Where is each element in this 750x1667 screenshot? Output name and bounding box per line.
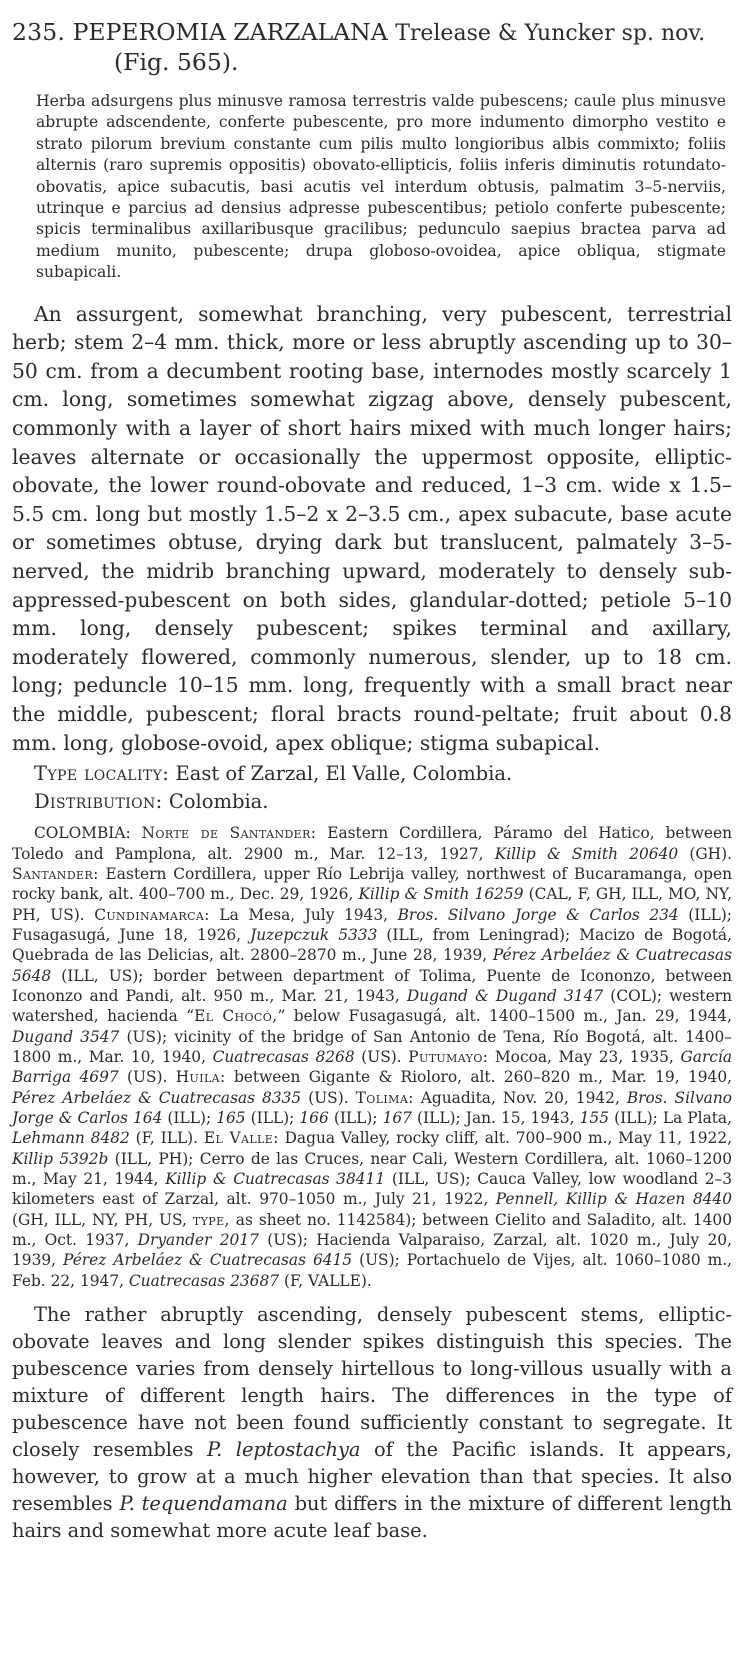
english-description: An assurgent, somewhat branching, very pubescent, terrestrial herb; stem 2–4 mm. thick, more or less abruptly ascending up to 30–50 cm. from a decumbent rooting base, internodes mostly scarcely 1 cm. long, sometimes somewhat zigzag above, densely pubescent, commonly with a layer of short hairs mixed with much longer hairs; leaves alternate or occasionally the uppermost opposite, elliptic-obovate, the lower round-obovate and reduced, 1–3 cm. wide x 1.5–5.5 cm. long but mostly 1.5–2 x 2–3.5 cm., apex subacute, base acute or sometimes obtuse, drying dark but translucent, palmately 3–5-nerved, the midrib branching upward, moderately to densely sub-appressed-pubescent on both sides, glandular-dotted; petiole 5–10 mm. long, densely pubescent; spikes terminal and axillary, moderately flowered, commonly numerous, slender, up to 18 cm. long; peduncle 10–15 mm. long, frequently with a small bract near the middle, pubescent; floral bracts round-peltate; fruit about 0.8 mm. long, globose-ovoid, apex oblique; stigma subapical. bbox=[12, 301, 732, 755]
latin-description: Herba adsurgens plus minusve ramosa terrestris valde pubescens; caule plus minusve abrupte adscendente, conferte pubescente, pro more indumento dimorpho vestito e strato pilorum brevium constante cum pilis multo longioribus albis commixto; foliis alternis (raro supremis oppositis) obovato-ellipticis, foliis inferis diminutis rotundato-obovatis, apice subacutis, basi acutis vel interdum obtusis, palmatim 3–5-nerviis, utrinque e parcius ad densius adpresse pubescentibus; petiolo conferte pubescente; spicis terminalibus axillaribusque gracilibus; pedunculo saepius bractea parva ad medium munito, pubescente; drupa globoso-ovoidea, apice obliqua, stigmate subapicali. bbox=[36, 92, 726, 282]
type-locality-value: East of Zarzal, El Valle, Colombia. bbox=[175, 762, 513, 786]
specimen-citation-segment: Pennell, Killip & Hazen 8440 bbox=[495, 1190, 732, 1209]
specimen-citation-segment: Dugand 3547 bbox=[12, 1027, 120, 1046]
specimen-citation-segment: (US). bbox=[118, 1068, 176, 1087]
specimen-citation-segment: (GH). bbox=[678, 844, 732, 863]
species-number: 235. bbox=[12, 18, 66, 46]
specimen-citation-segment: Lehmann 8482 bbox=[12, 1129, 130, 1148]
specimen-citation-segment: 167 bbox=[382, 1108, 412, 1127]
specimen-citation-segment: Norte de Santander: bbox=[141, 824, 317, 843]
figure-reference: (Fig. 565). bbox=[114, 48, 239, 76]
specimen-citation-segment: Killip 5392b bbox=[12, 1149, 109, 1168]
specimen-citation-segment: (GH, ILL, NY, PH, US, bbox=[12, 1210, 193, 1229]
specimen-citation-segment: Eastern Cordillera, Páramo del Hatico, between Toledo and Pamplona, alt. 2900 m., Mar. 12–13, 1927, bbox=[12, 824, 732, 863]
specimen-citation-segment: (ILL, from Leningrad); Macizo de Bogotá, Quebrada de las Delicias, alt. 2800–2870 m., June 28, 1939, bbox=[12, 925, 732, 965]
specimen-citation-segment: Pérez Arbeláez & Cuatrecasas 6415 bbox=[63, 1251, 353, 1270]
specimen-citation-segment: Aguadita, Nov. 20, 1942, bbox=[413, 1088, 627, 1107]
specimen-citation-segment: Santander: bbox=[12, 864, 99, 883]
specimen-citation-segment: García Barriga 4697 bbox=[12, 1047, 733, 1087]
specimen-citation-segment: Bros. Silvano Jorge & Carlos 164 bbox=[12, 1088, 732, 1127]
specimen-citation-segment: Killip & Smith 16259 bbox=[358, 885, 524, 904]
specimen-citation-segment: ” below Fusagasugá, alt. 1400–1500 m., Jan. 29, 1944, bbox=[277, 1007, 732, 1026]
discussion-segment: The rather abruptly ascending, densely pubescent stems, elliptic-obovate leaves and long slender spikes distinguish this species. The pubescence varies from densely hirtellous to long-villous usually with a mixture of different length hairs. The differences in the type of pubescence have not been found sufficiently constant to segregate. It closely resembles bbox=[12, 1303, 732, 1462]
specimen-citation-segment: 155 bbox=[579, 1108, 610, 1127]
specimen-citation-segment: (US). bbox=[301, 1088, 356, 1107]
specimen-citations bbox=[12, 823, 732, 1291]
specimen-citation-segment: Bros. Silvano Jorge & Carlos 234 bbox=[397, 905, 679, 924]
specimen-citation-segment: Cundinamarca: bbox=[94, 905, 210, 924]
specimen-citation-segment: Pérez Arbeláez & Cuatrecasas 8335 bbox=[12, 1088, 302, 1107]
specimen-citation-segment: as sheet no. 1142584); between Cielito and Saladito, alt. 1400 m., Oct. 1937, bbox=[12, 1210, 732, 1250]
specimen-citation-segment: (ILL); Fusagasugá, June 18, 1926, bbox=[12, 905, 732, 944]
distribution-value: Colombia. bbox=[168, 790, 269, 814]
specimen-citation-segment: Killip & Cuatrecasas 38411 bbox=[165, 1170, 386, 1188]
specimen-citation-segment: Dagua Valley, rocky cliff, alt. 700–900 m., May 11, 1922, bbox=[278, 1129, 732, 1148]
specimen-citation-segment: 166 bbox=[299, 1108, 329, 1127]
discussion-paragraph bbox=[12, 1301, 732, 1544]
specimen-citation-segment: La Mesa, July 1943, bbox=[209, 905, 398, 924]
specimen-citation-segment: El Valle: bbox=[203, 1129, 279, 1148]
specimen-citation-segment: (ILL); Jan. 15, 1943, bbox=[411, 1108, 580, 1127]
specimen-citation-segment: (F, ILL). bbox=[129, 1129, 204, 1148]
specimen-citation-segment: (COL); western watershed, hacienda “ bbox=[12, 986, 732, 1026]
specimen-citation-segment: Cuatrecasas 23687 bbox=[128, 1271, 280, 1290]
specimen-citation-segment: Pérez Arbeláez & Cuatrecasas 5648 bbox=[12, 946, 732, 985]
specimen-citation-segment: (US); Hacienda Valparaiso, Zarzal, alt. 1020 m., July 20, 1939, bbox=[12, 1231, 732, 1270]
specimen-citation-segment: Mocoa, May 23, 1935, bbox=[488, 1047, 681, 1066]
discussion-segment: P. tequendamana bbox=[119, 1492, 288, 1516]
specimen-citation-segment: Dryander 2017 bbox=[137, 1231, 259, 1250]
specimen-citation-segment: COLOMBIA: bbox=[34, 824, 142, 843]
specimen-citation-segment: (ILL); bbox=[162, 1108, 217, 1127]
specimen-citation-segment: between Gigante & Rioloro, alt. 260–820 m., Mar. 19, 1940, bbox=[225, 1068, 733, 1087]
specimen-citation-segment: (CAL, F, GH, ILL, MO, NY, PH, US). bbox=[12, 885, 732, 924]
specimen-citation-segment: (ILL, US); Cauca Valley, low woodland 2–3 kilometers east of Zarzal, alt. 970–1050 m., July 21, 1922, bbox=[12, 1170, 732, 1209]
type-locality-label: Type locality: bbox=[34, 762, 170, 786]
specimen-citation-segment: Juzepczuk 5333 bbox=[250, 925, 378, 944]
specimen-citation-segment: type, bbox=[192, 1210, 230, 1229]
specimen-citation-segment: (ILL); bbox=[328, 1108, 383, 1127]
specimen-citation-segment: Cuatrecasas 8268 bbox=[212, 1047, 355, 1066]
specimen-citation-segment: Killip & Smith 20640 bbox=[494, 844, 679, 863]
species-authors: Trelease & Yuncker sp. nov. bbox=[395, 21, 706, 46]
species-name: PEPEROMIA ZARZALANA bbox=[72, 18, 388, 46]
specimen-citation-segment: (US). bbox=[354, 1047, 409, 1066]
specimen-citation-segment: 165 bbox=[216, 1108, 246, 1127]
species-heading bbox=[12, 18, 734, 77]
specimen-citation-segment: (ILL, PH); Cerro de las Cruces, near Cali, Western Cordillera, alt. 1060–1200 m., May 21, 1944, bbox=[12, 1149, 733, 1188]
specimen-citation-segment: (ILL); bbox=[245, 1108, 300, 1127]
specimen-citation-segment: Huila: bbox=[175, 1068, 226, 1087]
specimen-citation-segment: (ILL, US); border between department of Tolima, Puente de Icononzo, between Icononzo and Pandi, alt. 950 m., Mar. 21, 1943, bbox=[12, 966, 732, 1005]
specimen-citation-segment: Dugand & Dugand 3147 bbox=[406, 986, 604, 1005]
specimen-citation-segment: (ILL); La Plata, bbox=[609, 1108, 732, 1127]
type-locality bbox=[34, 761, 734, 787]
specimen-citation-segment: Putumayo: bbox=[408, 1047, 489, 1066]
discussion-segment: of the Pacific islands. It appears, however, to grow at a much higher elevation than that species. It also resembles bbox=[12, 1438, 733, 1516]
specimen-citation-segment: (F, VALLE). bbox=[279, 1271, 372, 1290]
distribution bbox=[34, 789, 734, 815]
distribution-label: Distribution: bbox=[34, 790, 163, 814]
specimen-citation-segment: El Chocó, bbox=[194, 1007, 278, 1026]
discussion-segment: P. leptostachya bbox=[206, 1438, 361, 1462]
specimen-citation-segment: (US); Portachuelo de Vijes, alt. 1060–1080 m., Feb. 22, 1947, bbox=[12, 1251, 732, 1290]
discussion-segment: but differs in the mixture of different length hairs and somewhat more acute leaf base. bbox=[12, 1492, 733, 1543]
specimen-citation-segment: Tolima: bbox=[355, 1088, 414, 1107]
specimen-citation-segment: Eastern Cordillera, upper Río Lebrija valley, northwest of Bucaramanga, open rocky bank, alt. 400–700 m., Dec. 29, 1926, bbox=[12, 864, 732, 904]
specimen-citation-segment: (US); vicinity of the bridge of San Antonio de Tena, Río Bogotá, alt. 1400–1800 m., Mar. 10, 1940, bbox=[12, 1027, 732, 1066]
